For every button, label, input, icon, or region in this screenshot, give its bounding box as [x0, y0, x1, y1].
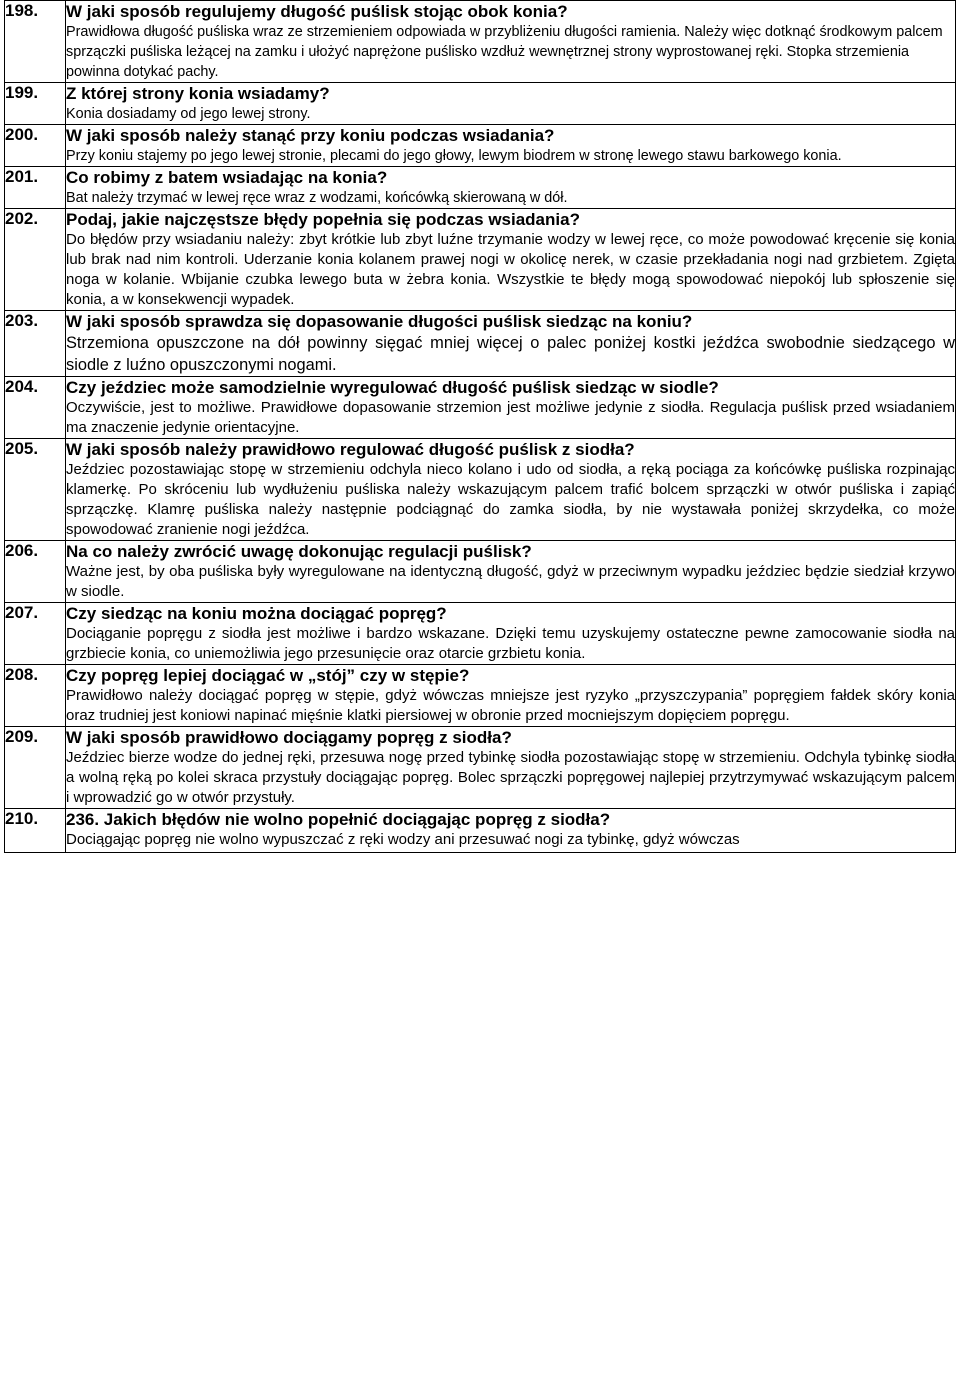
qa-row — [5, 83, 956, 125]
question-text: 236. Jakich błędów nie wolno popełnić dociągając popręg z siodła? — [66, 810, 611, 829]
question-text: Z której strony konia wsiadamy? — [66, 84, 330, 103]
question-number: 200. — [5, 125, 66, 167]
answer-text: Konia dosiadamy od jego lewej strony. — [66, 106, 311, 122]
answer-text: Bat należy trzymać w lewej ręce wraz z wodzami, końcówką skierowaną w dół. — [66, 190, 568, 206]
qa-row — [5, 603, 956, 665]
question-number: 208. — [5, 665, 66, 727]
qa-cell — [66, 439, 956, 541]
answer-text: Dociąganie popręgu z siodła jest możliwe i bardzo wskazane. Dzięki temu uzyskujemy ostateczne pewne zamocowanie siodła na grzbiecie konia, co uniemożliwia jego przesunięcie oraz otarcie grzbietu konia. — [66, 625, 955, 662]
answer-text: Jeździec bierze wodze do jednej ręki, przesuwa nogę przed tybinkę siodła pozostawiając stopę w strzemieniu. Odchyla tybinkę siodła a wolną ręką po kolei skraca przystuły dociągając popręg. Bolec sprzączki popręgowej najlepiej przytrzymywać wskazującym palcem i wprowadzić go w otwór przystuły. — [66, 749, 955, 806]
qa-cell — [66, 311, 956, 377]
qa-row — [5, 311, 956, 377]
answer-text: Prawidłowa długość puśliska wraz ze strzemieniem odpowiada w przybliżeniu długości ramienia. Należy więc dotknąć środkowym palcem sprzączki puśliska leżącej na zamku i ułożyć naprężone puślisko wzdłuż wewnętrznej strony wyprostowanej ręki. Stopka strzemienia powinna dotykać pachy. — [66, 24, 943, 80]
question-text: Na co należy zwrócić uwagę dokonując regulacji puślisk? — [66, 542, 532, 561]
qa-cell — [66, 83, 956, 125]
qa-cell — [66, 1, 956, 83]
answer-text: Przy koniu stajemy po jego lewej stronie, plecami do jego głowy, lewym biodrem w stronę lewego stawu barkowego konia. — [66, 148, 842, 164]
question-text: Czy siedząc na koniu można dociągać popręg? — [66, 604, 447, 623]
qa-row — [5, 439, 956, 541]
qa-cell — [66, 541, 956, 603]
qa-row — [5, 541, 956, 603]
qa-cell — [66, 809, 956, 853]
question-text: Czy jeździec może samodzielnie wyregulować długość puślisk siedząc w siodle? — [66, 378, 719, 397]
qa-row — [5, 167, 956, 209]
question-number: 203. — [5, 311, 66, 377]
question-number: 198. — [5, 1, 66, 83]
answer-text: Ważne jest, by oba puśliska były wyregulowane na identyczną długość, gdyż w przeciwnym wypadku jeździec będzie siedział krzywo w siodle. — [66, 563, 955, 600]
qa-row — [5, 727, 956, 809]
question-number: 207. — [5, 603, 66, 665]
question-number: 204. — [5, 377, 66, 439]
qa-cell — [66, 125, 956, 167]
qa-table — [4, 0, 956, 853]
question-number: 205. — [5, 439, 66, 541]
qa-row — [5, 125, 956, 167]
qa-row — [5, 209, 956, 311]
qa-cell — [66, 167, 956, 209]
question-text: Co robimy z batem wsiadając na konia? — [66, 168, 388, 187]
qa-cell — [66, 603, 956, 665]
qa-cell — [66, 377, 956, 439]
answer-text: Jeździec pozostawiając stopę w strzemieniu odchyla nieco kolano i udo od siodła, a ręką pociąga za końcówkę puśliska rozpinając klamerkę. Po skróceniu lub wydłużeniu puśliska należy wskazującym palcem trafić bolcem sprzączki w otwór puśliska i zapiąć sprzączkę. Klamrę puśliska należy następnie podciągnąć do zamka siodła, by nie wystawała poniżej skrzydełka, co może spowodować zranienie nogi jeźdźca. — [66, 461, 955, 538]
question-text: W jaki sposób należy stanąć przy koniu podczas wsiadania? — [66, 126, 555, 145]
qa-row — [5, 809, 956, 853]
question-text: W jaki sposób regulujemy długość puślisk stojąc obok konia? — [66, 2, 568, 21]
answer-text: Strzemiona opuszczone na dół powinny sięgać mniej więcej o palec poniżej kostki jeźdźca swobodnie siedzącego w siodle z luźno opuszczonymi nogami. — [66, 334, 955, 374]
question-text: W jaki sposób należy prawidłowo regulować długość puślisk z siodła? — [66, 440, 635, 459]
question-number: 201. — [5, 167, 66, 209]
qa-cell — [66, 727, 956, 809]
qa-row — [5, 665, 956, 727]
question-number: 199. — [5, 83, 66, 125]
question-text: W jaki sposób sprawdza się dopasowanie długości puślisk siedząc na koniu? — [66, 312, 693, 331]
question-text: W jaki sposób prawidłowo dociągamy popręg z siodła? — [66, 728, 512, 747]
qa-cell — [66, 209, 956, 311]
answer-text: Oczywiście, jest to możliwe. Prawidłowe dopasowanie strzemion jest możliwe jedynie z siodła. Regulacja puślisk przed wsiadaniem ma znaczenie jedynie orientacyjne. — [66, 399, 955, 436]
answer-text: Prawidłowo należy dociągać popręg w stępie, gdyż wówczas mniejsze jest ryzyko „przyszczypania” popręgiem fałdek skóry konia oraz trudniej jest koniowi napinać mięśnie klatki piersiowej w obronie przed mocniejszym dopięciem popręgu. — [66, 687, 955, 724]
qa-cell — [66, 665, 956, 727]
question-number: 209. — [5, 727, 66, 809]
question-number: 206. — [5, 541, 66, 603]
qa-row — [5, 377, 956, 439]
question-number: 210. — [5, 809, 66, 853]
qa-row — [5, 1, 956, 83]
question-text: Czy popręg lepiej dociągać w „stój” czy w stępie? — [66, 666, 470, 685]
question-number: 202. — [5, 209, 66, 311]
question-text: Podaj, jakie najczęstsze błędy popełnia się podczas wsiadania? — [66, 210, 580, 229]
answer-text: Dociągając popręg nie wolno wypuszczać z ręki wodzy ani przesuwać nogi za tybinkę, gdyż wówczas — [66, 831, 740, 848]
answer-text: Do błędów przy wsiadaniu należy: zbyt krótkie lub zbyt luźne trzymanie wodzy w lewej ręce, co może powodować kręcenie się konia lub brak nad nim kontroli. Uderzanie konia kolanem prawej nogi w okolicę nerek, w czasie przekładania nogi nad grzbietem. Zgięta noga w kolanie. Wbijanie czubka lewego buta w żebra konia. Wszystkie te błędy mogą spowodować niepokój lub spłoszenie się konia, a w konsekwencji wypadek. — [66, 231, 955, 308]
